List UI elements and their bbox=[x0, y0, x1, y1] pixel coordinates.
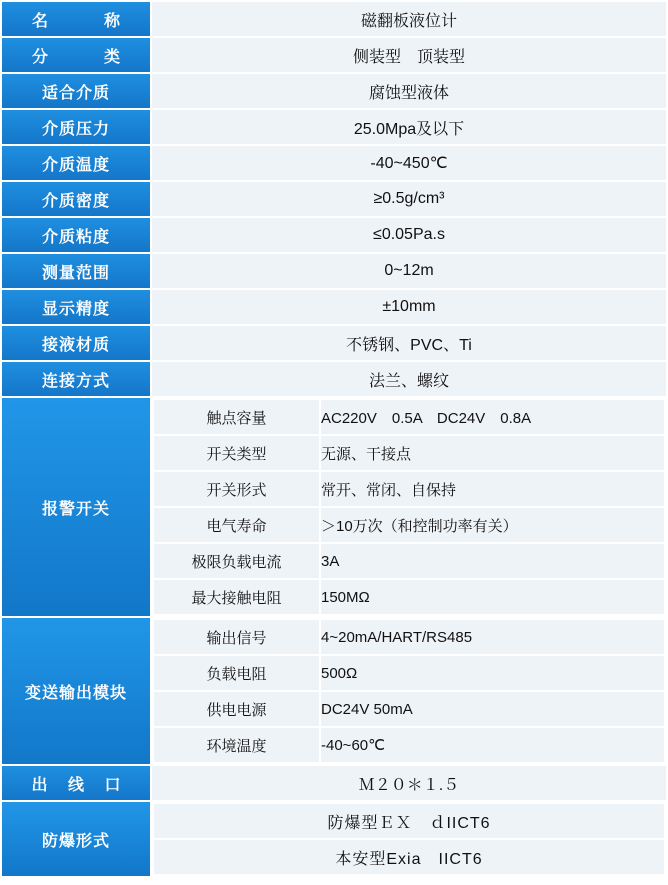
table-row bbox=[2, 74, 666, 108]
sub-row bbox=[154, 692, 664, 726]
sub-value-limit-load-current: 3A bbox=[321, 544, 664, 578]
sub-label-output-signal: 输出信号 bbox=[154, 620, 319, 654]
explosion-proof-subtable bbox=[152, 802, 666, 876]
row-label-category: 分 类 bbox=[2, 38, 150, 72]
sub-label-limit-load-current: 极限负载电流 bbox=[154, 544, 319, 578]
sub-value-load-resistance: 500Ω bbox=[321, 656, 664, 690]
sub-row bbox=[154, 840, 664, 874]
row-value-density: ≥0.5g/cm³ bbox=[152, 182, 666, 216]
row-label-range: 测量范围 bbox=[2, 254, 150, 288]
alarm-switch-subtable bbox=[152, 398, 666, 616]
table-row-group-transmitter bbox=[2, 618, 666, 764]
sub-row bbox=[154, 508, 664, 542]
table-row bbox=[2, 290, 666, 324]
sub-value-ambient-temperature: -40~60℃ bbox=[321, 728, 664, 762]
table-row-group-alarm bbox=[2, 398, 666, 616]
row-value-viscosity: ≤0.05Pa.s bbox=[152, 218, 666, 252]
sub-label-power-supply: 供电电源 bbox=[154, 692, 319, 726]
row-label-outlet: 出 线 口 bbox=[2, 766, 150, 800]
table-row bbox=[2, 766, 666, 800]
sub-value-switch-type: 无源、干接点 bbox=[321, 436, 664, 470]
table-row bbox=[2, 110, 666, 144]
explosion-proof-value-1: 防爆型ＥＸ ｄIICT6 bbox=[154, 804, 664, 838]
table-row-group-explosion bbox=[2, 802, 666, 876]
row-value-connection: 法兰、螺纹 bbox=[152, 362, 666, 396]
row-label-density: 介质密度 bbox=[2, 182, 150, 216]
sub-row bbox=[154, 436, 664, 470]
table-row bbox=[2, 146, 666, 180]
row-label-name: 名 称 bbox=[2, 2, 150, 36]
row-value-wetted-material: 不锈钢、PVC、Ti bbox=[152, 326, 666, 360]
transmitter-subtable bbox=[152, 618, 666, 764]
row-value-name: 磁翻板液位计 bbox=[152, 2, 666, 36]
row-value-medium: 腐蚀型液体 bbox=[152, 74, 666, 108]
row-label-temperature: 介质温度 bbox=[2, 146, 150, 180]
row-value-temperature: -40~450℃ bbox=[152, 146, 666, 180]
sub-row bbox=[154, 580, 664, 614]
sub-label-max-contact-resistance: 最大接触电阻 bbox=[154, 580, 319, 614]
sub-label-electrical-life: 电气寿命 bbox=[154, 508, 319, 542]
row-label-wetted-material: 接液材质 bbox=[2, 326, 150, 360]
row-value-accuracy: ±10mm bbox=[152, 290, 666, 324]
sub-value-contact-capacity: AC220V 0.5A DC24V 0.8A bbox=[321, 400, 664, 434]
group-label-alarm-switch: 报警开关 bbox=[2, 398, 150, 616]
sub-value-electrical-life: ＞10万次（和控制功率有关） bbox=[321, 508, 664, 542]
sub-row bbox=[154, 804, 664, 838]
sub-row bbox=[154, 728, 664, 762]
row-label-medium: 适合介质 bbox=[2, 74, 150, 108]
sub-value-max-contact-resistance: 150MΩ bbox=[321, 580, 664, 614]
table-row bbox=[2, 182, 666, 216]
table-row bbox=[2, 218, 666, 252]
explosion-proof-value-2: 本安型Exia IICT6 bbox=[154, 840, 664, 874]
explosion-proof-subtable-holder bbox=[152, 802, 666, 876]
sub-row bbox=[154, 544, 664, 578]
sub-row bbox=[154, 620, 664, 654]
sub-label-contact-capacity: 触点容量 bbox=[154, 400, 319, 434]
sub-label-load-resistance: 负载电阻 bbox=[154, 656, 319, 690]
table-row bbox=[2, 362, 666, 396]
table-row bbox=[2, 254, 666, 288]
group-label-explosion-proof: 防爆形式 bbox=[2, 802, 150, 876]
row-value-range: 0~12m bbox=[152, 254, 666, 288]
row-value-pressure: 25.0Mpa及以下 bbox=[152, 110, 666, 144]
group-label-transmitter-module: 变送输出模块 bbox=[2, 618, 150, 764]
transmitter-subtable-holder bbox=[152, 618, 666, 764]
table-row bbox=[2, 326, 666, 360]
sub-value-output-signal: 4~20mA/HART/RS485 bbox=[321, 620, 664, 654]
row-label-accuracy: 显示精度 bbox=[2, 290, 150, 324]
alarm-switch-subtable-holder bbox=[152, 398, 666, 616]
sub-label-ambient-temperature: 环境温度 bbox=[154, 728, 319, 762]
sub-label-switch-type: 开关类型 bbox=[154, 436, 319, 470]
row-label-viscosity: 介质粘度 bbox=[2, 218, 150, 252]
row-label-connection: 连接方式 bbox=[2, 362, 150, 396]
row-label-pressure: 介质压力 bbox=[2, 110, 150, 144]
sub-label-switch-form: 开关形式 bbox=[154, 472, 319, 506]
sub-value-power-supply: DC24V 50mA bbox=[321, 692, 664, 726]
table-row bbox=[2, 2, 666, 36]
row-value-outlet: Ｍ２０＊１.５ bbox=[152, 766, 666, 800]
row-value-category: 侧装型 顶装型 bbox=[152, 38, 666, 72]
sub-value-switch-form: 常开、常闭、自保持 bbox=[321, 472, 664, 506]
sub-row bbox=[154, 472, 664, 506]
sub-row bbox=[154, 400, 664, 434]
table-row bbox=[2, 38, 666, 72]
sub-row bbox=[154, 656, 664, 690]
